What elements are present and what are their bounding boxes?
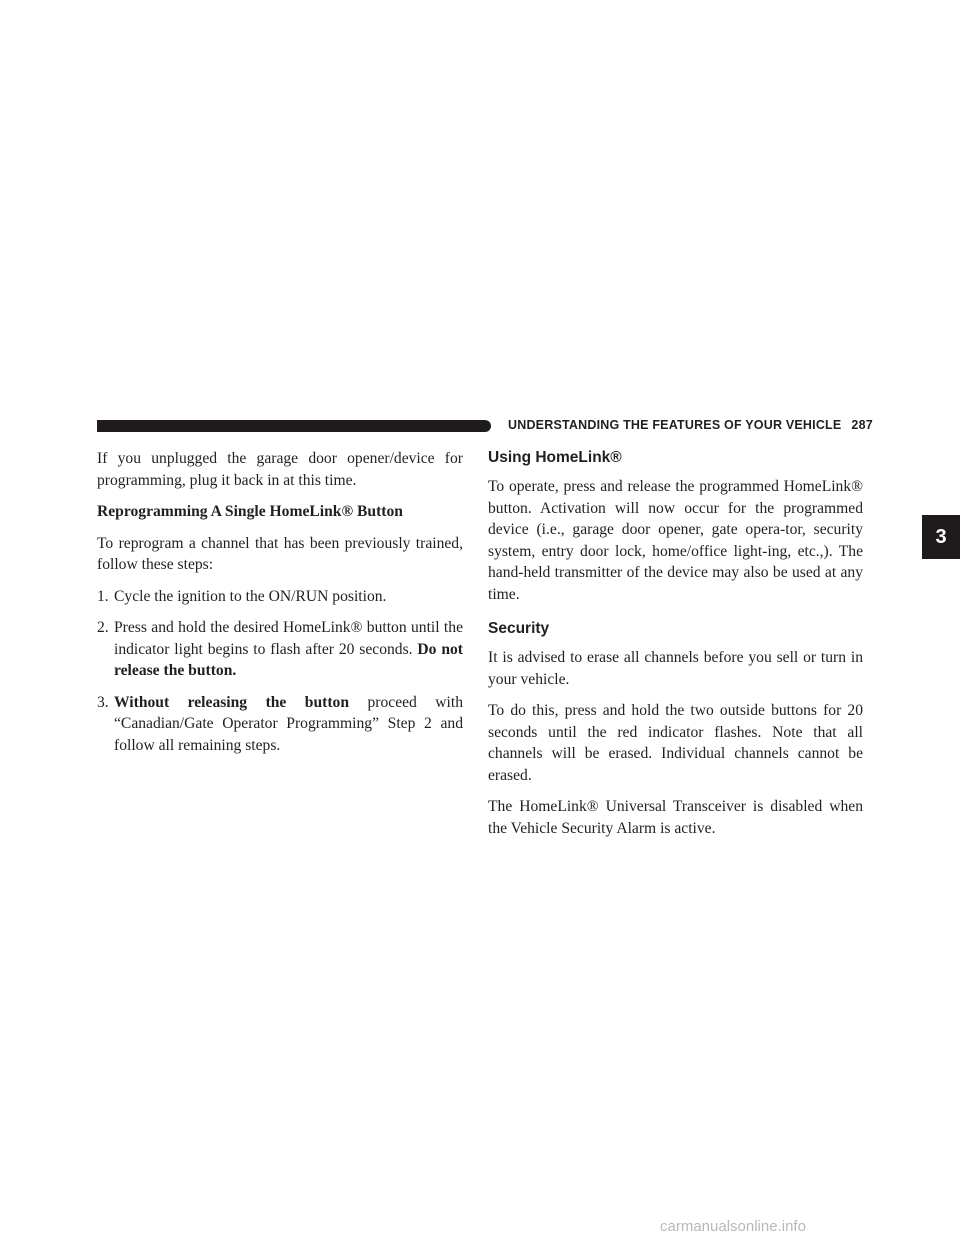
right-column xyxy=(488,448,863,849)
reprogram-lead: To reprogram a channel that has been previously trained, follow these steps: xyxy=(97,534,463,573)
step-number: 1. xyxy=(97,587,109,605)
security-paragraph-2: To do this, press and hold the two outside buttons for 20 seconds until the red indicator flashes. Note that all channels will be erased. Individual channels cannot be erased. xyxy=(488,702,863,784)
page-number: 287 xyxy=(851,418,873,432)
step-text: proceed with “Canadian/Gate Operator Programming” Step 2 and follow all remaining steps. xyxy=(114,693,464,754)
using-homelink-text: To operate, press and release the programmed HomeLink® button. Activation will now occur for the programmed device (i.e., garage door opener, gate opera-tor, security system, entry door lock, home/office light-ing, etc.,). The hand-held transmitter of the device may also be used at any time. xyxy=(488,478,863,603)
step-emphasis: Without releasing the button xyxy=(114,693,350,711)
watermark: carmanualsonline.info xyxy=(660,1218,806,1235)
security-paragraph-1: It is advised to erase all channels before you sell or turn in your vehicle. xyxy=(488,649,863,688)
intro-paragraph: If you unplugged the garage door opener/device for programming, plug it back in at this time. xyxy=(97,450,463,489)
step-text: Cycle the ignition to the ON/RUN position. xyxy=(114,587,387,605)
step-2 xyxy=(97,617,463,682)
using-homelink-heading: Using HomeLink® xyxy=(488,449,622,466)
step-number: 3. xyxy=(97,693,109,711)
security-heading: Security xyxy=(488,620,550,637)
left-column xyxy=(97,448,463,766)
step-number: 2. xyxy=(97,619,109,636)
security-paragraph-3: The HomeLink® Universal Transceiver is disabled when the Vehicle Security Alarm is active. xyxy=(488,798,863,837)
chapter-tab: 3 xyxy=(922,515,960,559)
step-3 xyxy=(97,692,463,757)
running-header xyxy=(508,418,873,432)
header-rule xyxy=(97,420,491,432)
step-1 xyxy=(97,586,463,608)
section-title: UNDERSTANDING THE FEATURES OF YOUR VEHICLE xyxy=(508,418,842,432)
step-warning: Do not release the button. xyxy=(114,640,463,679)
step-text: Press and hold the desired HomeLink® button until the indicator light begins to flash after 20 seconds. xyxy=(114,619,463,658)
reprogram-subheading: Reprogramming A Single HomeLink® Button xyxy=(97,503,403,520)
